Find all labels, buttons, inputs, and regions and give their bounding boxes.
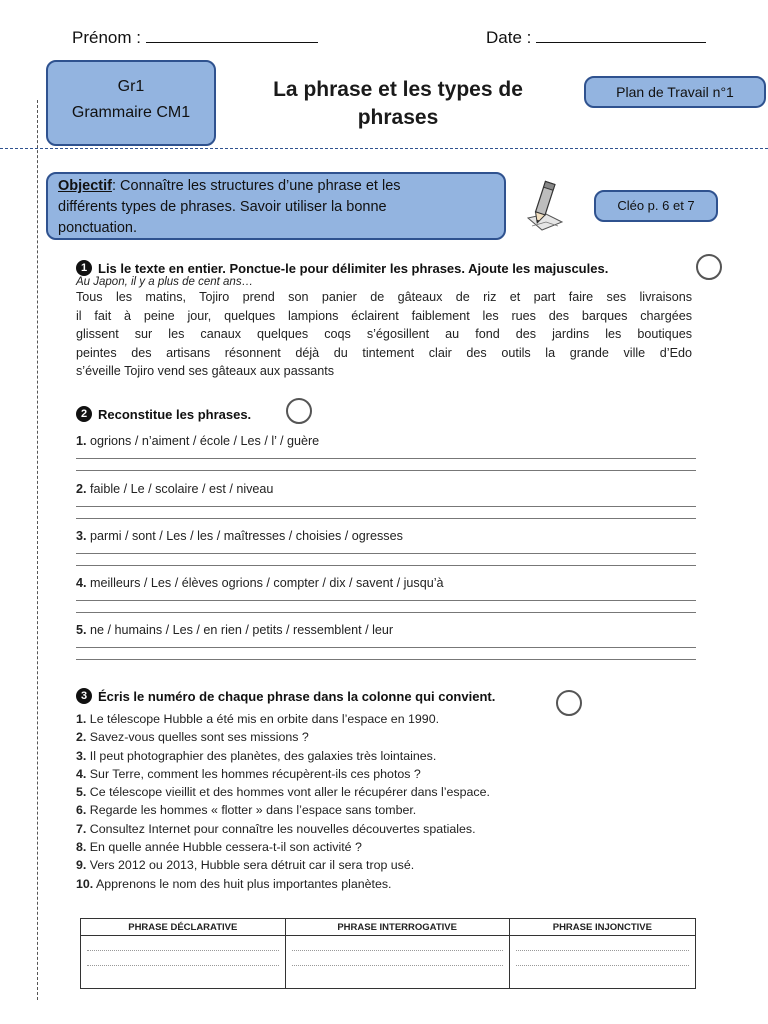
vertical-cut-line	[37, 100, 38, 1000]
answer-line[interactable]	[76, 647, 696, 648]
objective-text: : Connaître les structures d’une phrase et les	[111, 178, 401, 194]
declarative-answer-cell[interactable]	[81, 936, 286, 989]
interrogative-answer-cell[interactable]	[285, 936, 509, 989]
reference-label: Cléo p. 6 et 7	[617, 198, 695, 213]
exercise-3-heading	[76, 688, 495, 704]
prenom-label: Prénom :	[72, 28, 141, 47]
horizontal-cut-line	[0, 148, 768, 149]
prenom-blank[interactable]	[146, 42, 318, 43]
plan-box	[584, 76, 766, 108]
plan-label: Plan de Travail n°1	[616, 84, 734, 100]
sentence-item: 5. Ce télescope vieillit et des hommes vont aller le récupérer dans l’espace.	[76, 785, 490, 800]
exercise-2-instruction: Reconstitue les phrases.	[98, 406, 252, 422]
reconstruct-item: 5. ne / humains / Les / en rien / petits / ressemblent / leur	[76, 623, 394, 637]
sentence-item: 1. Le télescope Hubble a été mis en orbite dans l’espace en 1990.	[76, 712, 440, 726]
exercise-3-number: 3	[76, 688, 92, 704]
sentence-type-table	[80, 918, 696, 989]
exercise-1-text: Tous les matins, Tojiro prend son panier de gâteaux de riz et part faire ses livraisons il fait à peine jour, quelques lampions éclairent faiblement les rues des barques chargées glissent sur les canaux quelques coqs s’égosillent au fond des jardins les boutiques peintes des artisans résonnent déjà du tintement clair des outils la grande ville d’Edo s’éveille Tojiro vend ses gâteaux aux passants	[76, 290, 692, 378]
answer-line[interactable]	[76, 612, 696, 613]
page-title: La phrase et les types de phrases	[273, 78, 523, 129]
answer-line[interactable]	[76, 565, 696, 566]
exercise-2-heading	[76, 406, 251, 422]
sentence-item: 10. Apprenons le nom des huit plus importantes planètes.	[76, 876, 392, 891]
exercise-3-instruction: Écris le numéro de chaque phrase dans la colonne qui convient.	[98, 688, 496, 704]
exercise-3-check-circle[interactable]	[556, 690, 582, 716]
sentence-item: 3. Il peut photographier des planètes, des galaxies très lointaines.	[76, 748, 437, 763]
reconstruct-item: 2. faible / Le / scolaire / est / niveau	[76, 482, 274, 496]
subject-label: Grammaire CM1	[71, 104, 191, 121]
sentence-item: 4. Sur Terre, comment les hommes récupèrent-ils ces photos ?	[76, 766, 421, 781]
answer-line[interactable]	[76, 470, 696, 471]
date-field[interactable]	[486, 28, 706, 48]
date-blank[interactable]	[536, 42, 706, 43]
reconstruct-item: 3. parmi / sont / Les / les / maîtresses / choisies / ogresses	[76, 529, 403, 543]
answer-line[interactable]	[76, 506, 696, 507]
answer-line[interactable]	[76, 458, 696, 459]
sentence-item: 6. Regarde les hommes « flotter » dans l’espace sans tomber.	[76, 803, 417, 818]
sentence-item: 2. Savez-vous quelles sont ses missions ?	[76, 730, 309, 745]
group-label: Gr1	[117, 78, 145, 95]
date-label: Date :	[486, 28, 532, 47]
prenom-field[interactable]	[72, 28, 318, 48]
answer-line[interactable]	[76, 518, 696, 519]
sentence-list	[76, 710, 490, 893]
exercise-2-number: 2	[76, 406, 92, 422]
group-box	[46, 60, 216, 146]
sentence-item: 8. En quelle année Hubble cessera-t-il son activité ?	[76, 840, 362, 855]
exercise-1-subtitle: Au Japon, il y a plus de cent ans…	[76, 276, 254, 288]
answer-line[interactable]	[76, 600, 696, 601]
column-header-injunctive: PHRASE INJONCTIVE	[509, 919, 695, 936]
exercise-1-check-circle[interactable]	[696, 254, 722, 280]
sentence-item: 9. Vers 2012 ou 2013, Hubble sera détruit car il sera trop usé.	[76, 858, 415, 873]
exercise-2-check-circle[interactable]	[286, 398, 312, 424]
answer-line[interactable]	[76, 659, 696, 660]
answer-line[interactable]	[76, 553, 696, 554]
reconstruct-item: 4. meilleurs / Les / élèves ogrions / compter / dix / savent / jusqu’à	[76, 576, 444, 590]
column-header-interrogative: PHRASE INTERROGATIVE	[285, 919, 509, 936]
exercise-1-number: 1	[76, 260, 92, 276]
worksheet	[72, 246, 708, 998]
column-header-declarative: PHRASE DÉCLARATIVE	[81, 919, 286, 936]
sentence-item: 7. Consultez Internet pour connaître les nouvelles découvertes spatiales.	[76, 821, 476, 836]
exercise-1-instruction: Lis le texte en entier. Ponctue-le pour délimiter les phrases. Ajoute les majuscules.	[98, 260, 609, 276]
injunctive-answer-cell[interactable]	[509, 936, 695, 989]
reference-box	[594, 190, 718, 222]
pencil-icon	[522, 178, 566, 234]
reconstruct-item: 1. ogrions / n’aiment / école / Les / l’ / guère	[76, 434, 320, 448]
objective-label: Objectif	[58, 178, 112, 194]
exercise-1-heading	[76, 260, 608, 276]
objective-box: Objectif: Connaître les structures d’une phrase et les différents types de phrases. Savoir utiliser la bonne ponctuation.	[46, 172, 506, 240]
